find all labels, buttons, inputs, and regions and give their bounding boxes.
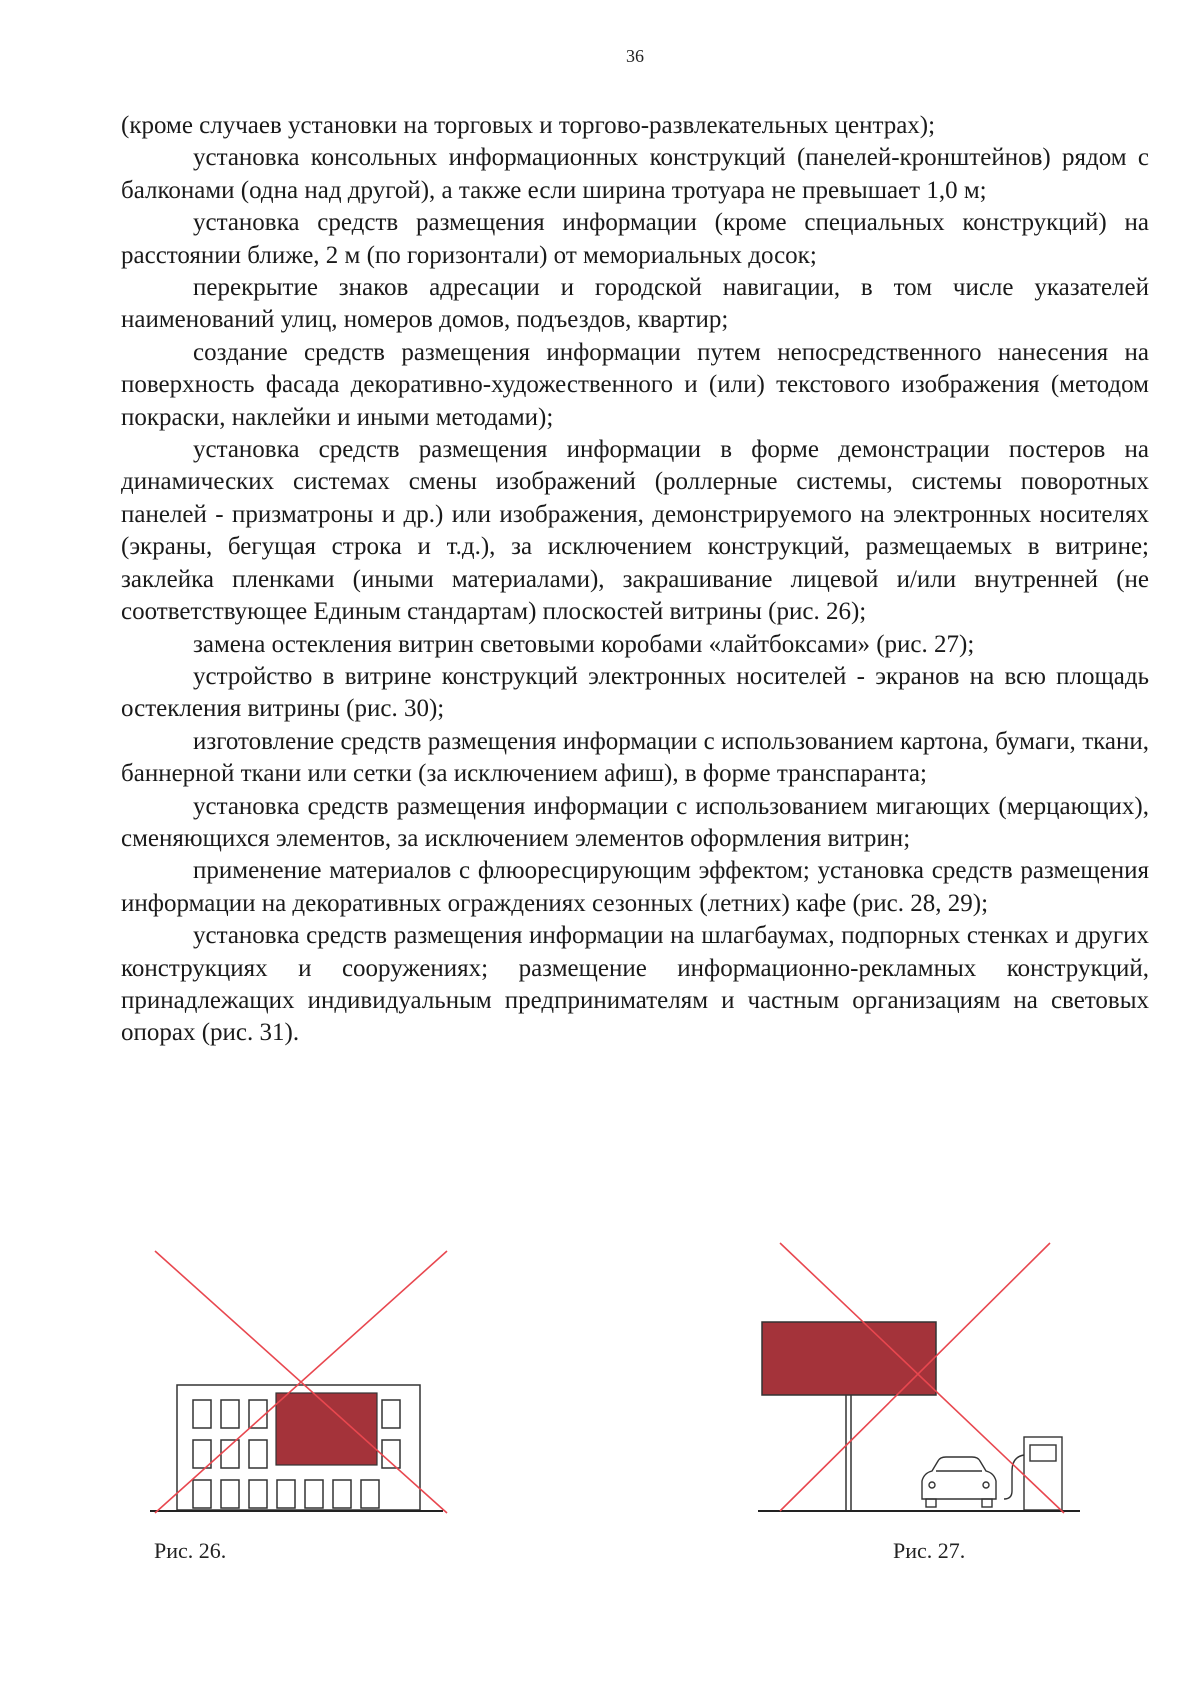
lightbox-panel <box>762 1322 936 1395</box>
figure-27-caption: Рис. 27. <box>893 1538 966 1563</box>
paragraph-3: установка средств размещения информации (кроме специальных конструкций) на расстоянии ближе, 2 м (по горизонтали) от мемориальных досок; <box>121 209 1149 269</box>
cross-out-mark <box>155 1251 447 1513</box>
figure-27-illustration <box>750 1235 1090 1520</box>
support-pole <box>846 1395 851 1511</box>
covered-window-panel <box>276 1393 377 1465</box>
page-number: 36 <box>626 46 644 66</box>
paragraph-5: создание средств размещения информации путем непосредственного нанесения на поверхность фасада декоративно-художественного и (или) текстового изображения (методом покраски, наклейки и иными методами); <box>121 338 1149 431</box>
paragraph-7: замена остекления витрин световыми коробами «лайтбоксами» (рис. 27); <box>193 630 975 658</box>
car-icon <box>922 1457 996 1507</box>
paragraph-6: установка средств размещения информации в форме демонстрации постеров на динамических системах смены изображений (роллерные системы, системы поворотных панелей - призматроны и др.) или изображения, демонстрируемого на электронных носителях (экраны, бегущая строка и т.д.), за исключением конструкций, размещаемых в витрине; заклейка пленками (иными материалами), закрашивание лицевой и/или внутренней (не соответствующее Единым стандартам) плоскостей витрины (рис. 26); <box>121 436 1149 626</box>
paragraph-10: установка средств размещения информации с использованием мигающих (мерцающих), сменяющихся элементов, за исключением элементов оформления витрин; <box>121 792 1149 852</box>
body-text <box>121 110 1149 1050</box>
paragraph-4: перекрытие знаков адресации и городской навигации, в том числе указателей наименований улиц, номеров домов, подъездов, квартир; <box>121 274 1149 334</box>
figure-26-illustration <box>145 1235 455 1520</box>
paragraph-2: установка консольных информационных конструкций (панелей-кронштейнов) рядом с балконами (одна над другой), а также если ширина тротуара не превышает 1,0 м; <box>121 144 1149 204</box>
paragraph-8: устройство в витрине конструкций электронных носителей - экранов на всю площадь остекления витрины (рис. 30); <box>121 662 1149 723</box>
paragraph-1: (кроме случаев установки на торговых и торгово-развлекательных центрах); <box>121 112 936 139</box>
paragraph-12: установка средств размещения информации на шлагбаумах, подпорных стенках и других конструкциях и сооружениях; размещение информационно-рекламных конструкций, принадлежащих индивидуальным предпринимателям и частным организациям на световых опорах (рис. 31). <box>121 922 1149 1047</box>
paragraph-11: применение материалов с флюоресцирующим эффектом; установка средств размещения информации на декоративных ограждениях сезонных (летних) кафе (рис. 28, 29); <box>121 857 1149 917</box>
fuel-pump-icon <box>1004 1437 1062 1510</box>
figure-26-caption: Рис. 26. <box>154 1538 227 1563</box>
paragraph-9: изготовление средств размещения информации с использованием картона, бумаги, ткани, баннерной ткани или сетки (за исключением афиш), в форме транспаранта; <box>121 727 1149 788</box>
